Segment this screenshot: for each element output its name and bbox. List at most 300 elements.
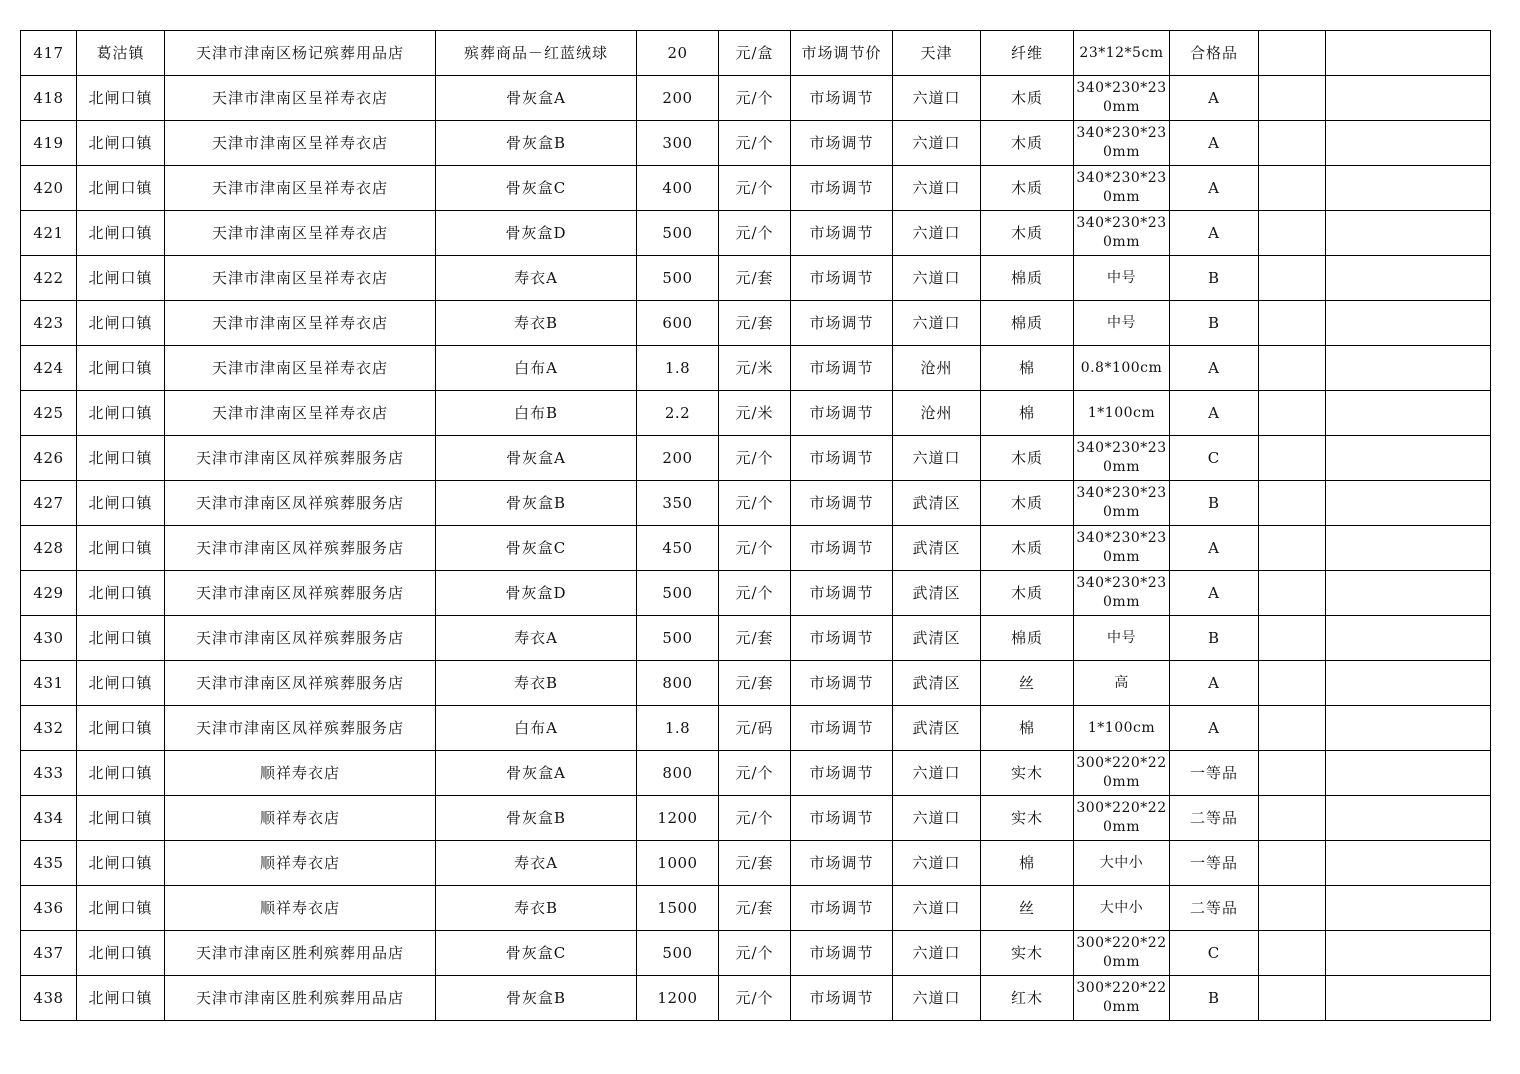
grade-cell: A	[1170, 661, 1259, 706]
extra-cell-1	[1259, 886, 1326, 931]
grade-cell: A	[1170, 346, 1259, 391]
extra-cell-1	[1259, 526, 1326, 571]
town-cell: 北闸口镇	[77, 346, 165, 391]
unit-cell: 元/个	[719, 796, 791, 841]
material-cell: 木质	[981, 526, 1074, 571]
price-cell: 800	[637, 751, 719, 796]
town-cell: 北闸口镇	[77, 616, 165, 661]
spec-cell: 中号	[1074, 256, 1170, 301]
material-cell: 木质	[981, 121, 1074, 166]
extra-cell-1	[1259, 436, 1326, 481]
table-row	[21, 706, 1491, 751]
product-name-cell: 骨灰盒B	[436, 976, 637, 1021]
pricing-type-cell: 市场调节	[791, 256, 893, 301]
extra-cell-2	[1326, 616, 1491, 661]
spec-cell: 1*100cm	[1074, 391, 1170, 436]
extra-cell-2	[1326, 301, 1491, 346]
town-cell: 北闸口镇	[77, 301, 165, 346]
spec-cell: 300*220*220mm	[1074, 796, 1170, 841]
spec-cell: 340*230*230mm	[1074, 166, 1170, 211]
pricing-type-cell: 市场调节	[791, 661, 893, 706]
material-cell: 棉质	[981, 301, 1074, 346]
store-name-cell: 天津市津南区凤祥殡葬服务店	[165, 616, 436, 661]
spec-cell: 340*230*230mm	[1074, 211, 1170, 256]
store-name-cell: 顺祥寿衣店	[165, 841, 436, 886]
table-row	[21, 76, 1491, 121]
town-cell: 北闸口镇	[77, 571, 165, 616]
extra-cell-2	[1326, 346, 1491, 391]
extra-cell-1	[1259, 31, 1326, 76]
store-name-cell: 天津市津南区呈祥寿衣店	[165, 166, 436, 211]
product-name-cell: 白布A	[436, 346, 637, 391]
spec-cell: 中号	[1074, 616, 1170, 661]
serial-number-cell: 433	[21, 751, 77, 796]
pricing-type-cell: 市场调节	[791, 346, 893, 391]
grade-cell: 合格品	[1170, 31, 1259, 76]
serial-number-cell: 427	[21, 481, 77, 526]
material-cell: 丝	[981, 886, 1074, 931]
origin-cell: 六道口	[893, 211, 981, 256]
table-row	[21, 886, 1491, 931]
store-name-cell: 天津市津南区呈祥寿衣店	[165, 301, 436, 346]
price-cell: 600	[637, 301, 719, 346]
product-name-cell: 寿衣A	[436, 841, 637, 886]
grade-cell: A	[1170, 526, 1259, 571]
price-cell: 200	[637, 436, 719, 481]
serial-number-cell: 437	[21, 931, 77, 976]
table-row	[21, 526, 1491, 571]
grade-cell: A	[1170, 166, 1259, 211]
spec-cell: 300*220*220mm	[1074, 751, 1170, 796]
extra-cell-2	[1326, 211, 1491, 256]
material-cell: 木质	[981, 211, 1074, 256]
price-cell: 500	[637, 571, 719, 616]
extra-cell-2	[1326, 256, 1491, 301]
extra-cell-2	[1326, 886, 1491, 931]
store-name-cell: 天津市津南区呈祥寿衣店	[165, 121, 436, 166]
origin-cell: 武清区	[893, 661, 981, 706]
origin-cell: 天津	[893, 31, 981, 76]
pricing-type-cell: 市场调节	[791, 796, 893, 841]
origin-cell: 六道口	[893, 796, 981, 841]
unit-cell: 元/套	[719, 886, 791, 931]
store-name-cell: 天津市津南区胜利殡葬用品店	[165, 931, 436, 976]
price-cell: 1500	[637, 886, 719, 931]
extra-cell-2	[1326, 976, 1491, 1021]
spec-cell: 340*230*230mm	[1074, 121, 1170, 166]
pricing-type-cell: 市场调节	[791, 436, 893, 481]
origin-cell: 武清区	[893, 526, 981, 571]
product-name-cell: 骨灰盒C	[436, 166, 637, 211]
grade-cell: 一等品	[1170, 751, 1259, 796]
price-cell: 500	[637, 931, 719, 976]
unit-cell: 元/个	[719, 436, 791, 481]
table-row	[21, 166, 1491, 211]
store-name-cell: 天津市津南区呈祥寿衣店	[165, 391, 436, 436]
extra-cell-1	[1259, 571, 1326, 616]
price-cell: 1200	[637, 796, 719, 841]
origin-cell: 六道口	[893, 841, 981, 886]
table-row	[21, 976, 1491, 1021]
serial-number-cell: 425	[21, 391, 77, 436]
extra-cell-1	[1259, 706, 1326, 751]
pricing-type-cell: 市场调节	[791, 391, 893, 436]
pricing-type-cell: 市场调节	[791, 211, 893, 256]
price-cell: 1.8	[637, 706, 719, 751]
table-row	[21, 346, 1491, 391]
price-cell: 300	[637, 121, 719, 166]
extra-cell-1	[1259, 76, 1326, 121]
material-cell: 木质	[981, 481, 1074, 526]
pricing-type-cell: 市场调节	[791, 931, 893, 976]
unit-cell: 元/码	[719, 706, 791, 751]
serial-number-cell: 422	[21, 256, 77, 301]
origin-cell: 武清区	[893, 481, 981, 526]
pricing-type-cell: 市场调节	[791, 76, 893, 121]
price-cell: 500	[637, 256, 719, 301]
town-cell: 北闸口镇	[77, 976, 165, 1021]
extra-cell-1	[1259, 661, 1326, 706]
product-name-cell: 骨灰盒C	[436, 931, 637, 976]
extra-cell-2	[1326, 31, 1491, 76]
extra-cell-1	[1259, 391, 1326, 436]
table-row	[21, 661, 1491, 706]
product-name-cell: 骨灰盒B	[436, 796, 637, 841]
origin-cell: 六道口	[893, 931, 981, 976]
extra-cell-2	[1326, 706, 1491, 751]
origin-cell: 六道口	[893, 76, 981, 121]
price-cell: 200	[637, 76, 719, 121]
unit-cell: 元/个	[719, 481, 791, 526]
town-cell: 北闸口镇	[77, 391, 165, 436]
product-name-cell: 骨灰盒A	[436, 436, 637, 481]
origin-cell: 六道口	[893, 436, 981, 481]
price-cell: 1.8	[637, 346, 719, 391]
grade-cell: B	[1170, 481, 1259, 526]
pricing-type-cell: 市场调节	[791, 301, 893, 346]
extra-cell-2	[1326, 841, 1491, 886]
pricing-type-cell: 市场调节	[791, 616, 893, 661]
origin-cell: 六道口	[893, 256, 981, 301]
pricing-type-cell: 市场调节	[791, 571, 893, 616]
store-name-cell: 天津市津南区凤祥殡葬服务店	[165, 436, 436, 481]
grade-cell: A	[1170, 76, 1259, 121]
grade-cell: 二等品	[1170, 886, 1259, 931]
material-cell: 丝	[981, 661, 1074, 706]
product-name-cell: 白布B	[436, 391, 637, 436]
serial-number-cell: 419	[21, 121, 77, 166]
unit-cell: 元/套	[719, 301, 791, 346]
spec-cell: 340*230*230mm	[1074, 436, 1170, 481]
town-cell: 北闸口镇	[77, 886, 165, 931]
pricing-type-cell: 市场调节	[791, 751, 893, 796]
material-cell: 棉	[981, 346, 1074, 391]
grade-cell: C	[1170, 436, 1259, 481]
product-name-cell: 骨灰盒B	[436, 121, 637, 166]
product-name-cell: 骨灰盒B	[436, 481, 637, 526]
serial-number-cell: 420	[21, 166, 77, 211]
origin-cell: 六道口	[893, 976, 981, 1021]
serial-number-cell: 434	[21, 796, 77, 841]
material-cell: 棉	[981, 391, 1074, 436]
serial-number-cell: 430	[21, 616, 77, 661]
price-cell: 1200	[637, 976, 719, 1021]
pricing-type-cell: 市场调节	[791, 706, 893, 751]
store-name-cell: 天津市津南区凤祥殡葬服务店	[165, 526, 436, 571]
unit-cell: 元/米	[719, 346, 791, 391]
extra-cell-1	[1259, 976, 1326, 1021]
pricing-type-cell: 市场调节	[791, 481, 893, 526]
origin-cell: 六道口	[893, 886, 981, 931]
product-name-cell: 寿衣A	[436, 616, 637, 661]
serial-number-cell: 435	[21, 841, 77, 886]
town-cell: 北闸口镇	[77, 121, 165, 166]
extra-cell-2	[1326, 76, 1491, 121]
extra-cell-1	[1259, 841, 1326, 886]
extra-cell-1	[1259, 346, 1326, 391]
pricing-type-cell: 市场调节	[791, 886, 893, 931]
unit-cell: 元/套	[719, 661, 791, 706]
material-cell: 实木	[981, 751, 1074, 796]
table-row	[21, 796, 1491, 841]
origin-cell: 六道口	[893, 301, 981, 346]
extra-cell-1	[1259, 256, 1326, 301]
price-cell: 1000	[637, 841, 719, 886]
grade-cell: A	[1170, 121, 1259, 166]
extra-cell-2	[1326, 571, 1491, 616]
origin-cell: 六道口	[893, 121, 981, 166]
unit-cell: 元/套	[719, 841, 791, 886]
table-row	[21, 931, 1491, 976]
store-name-cell: 天津市津南区呈祥寿衣店	[165, 256, 436, 301]
town-cell: 北闸口镇	[77, 931, 165, 976]
grade-cell: B	[1170, 256, 1259, 301]
table-row	[21, 616, 1491, 661]
product-name-cell: 骨灰盒C	[436, 526, 637, 571]
town-cell: 北闸口镇	[77, 211, 165, 256]
grade-cell: A	[1170, 391, 1259, 436]
serial-number-cell: 418	[21, 76, 77, 121]
price-table	[20, 30, 1491, 1021]
material-cell: 棉	[981, 841, 1074, 886]
spec-cell: 大中小	[1074, 841, 1170, 886]
grade-cell: A	[1170, 211, 1259, 256]
material-cell: 纤维	[981, 31, 1074, 76]
unit-cell: 元/个	[719, 751, 791, 796]
store-name-cell: 顺祥寿衣店	[165, 751, 436, 796]
town-cell: 北闸口镇	[77, 841, 165, 886]
origin-cell: 武清区	[893, 571, 981, 616]
price-cell: 800	[637, 661, 719, 706]
table-row	[21, 391, 1491, 436]
material-cell: 木质	[981, 166, 1074, 211]
origin-cell: 六道口	[893, 751, 981, 796]
serial-number-cell: 421	[21, 211, 77, 256]
material-cell: 木质	[981, 76, 1074, 121]
store-name-cell: 顺祥寿衣店	[165, 886, 436, 931]
table-row	[21, 436, 1491, 481]
spec-cell: 23*12*5cm	[1074, 31, 1170, 76]
unit-cell: 元/套	[719, 256, 791, 301]
spec-cell: 大中小	[1074, 886, 1170, 931]
serial-number-cell: 438	[21, 976, 77, 1021]
material-cell: 红木	[981, 976, 1074, 1021]
unit-cell: 元/个	[719, 76, 791, 121]
product-name-cell: 骨灰盒A	[436, 751, 637, 796]
origin-cell: 六道口	[893, 166, 981, 211]
grade-cell: C	[1170, 931, 1259, 976]
serial-number-cell: 428	[21, 526, 77, 571]
extra-cell-1	[1259, 481, 1326, 526]
material-cell: 实木	[981, 931, 1074, 976]
unit-cell: 元/个	[719, 976, 791, 1021]
product-name-cell: 殡葬商品－红蓝绒球	[436, 31, 637, 76]
table-row	[21, 31, 1491, 76]
extra-cell-2	[1326, 481, 1491, 526]
extra-cell-1	[1259, 301, 1326, 346]
table-row	[21, 571, 1491, 616]
extra-cell-2	[1326, 436, 1491, 481]
serial-number-cell: 436	[21, 886, 77, 931]
price-cell: 20	[637, 31, 719, 76]
spec-cell: 340*230*230mm	[1074, 571, 1170, 616]
grade-cell: 二等品	[1170, 796, 1259, 841]
unit-cell: 元/个	[719, 121, 791, 166]
spec-cell: 340*230*230mm	[1074, 76, 1170, 121]
unit-cell: 元/套	[719, 616, 791, 661]
extra-cell-1	[1259, 211, 1326, 256]
extra-cell-2	[1326, 166, 1491, 211]
store-name-cell: 天津市津南区杨记殡葬用品店	[165, 31, 436, 76]
pricing-type-cell: 市场调节	[791, 526, 893, 571]
store-name-cell: 天津市津南区呈祥寿衣店	[165, 346, 436, 391]
extra-cell-2	[1326, 391, 1491, 436]
product-name-cell: 寿衣B	[436, 886, 637, 931]
origin-cell: 武清区	[893, 706, 981, 751]
extra-cell-2	[1326, 121, 1491, 166]
town-cell: 北闸口镇	[77, 166, 165, 211]
unit-cell: 元/个	[719, 931, 791, 976]
pricing-type-cell: 市场调节	[791, 976, 893, 1021]
price-cell: 500	[637, 616, 719, 661]
extra-cell-2	[1326, 931, 1491, 976]
spec-cell: 中号	[1074, 301, 1170, 346]
product-name-cell: 白布A	[436, 706, 637, 751]
store-name-cell: 天津市津南区凤祥殡葬服务店	[165, 481, 436, 526]
material-cell: 实木	[981, 796, 1074, 841]
extra-cell-1	[1259, 796, 1326, 841]
pricing-type-cell: 市场调节	[791, 121, 893, 166]
product-name-cell: 骨灰盒D	[436, 571, 637, 616]
material-cell: 棉质	[981, 616, 1074, 661]
unit-cell: 元/个	[719, 211, 791, 256]
material-cell: 木质	[981, 571, 1074, 616]
pricing-type-cell: 市场调节	[791, 841, 893, 886]
spec-cell: 300*220*220mm	[1074, 976, 1170, 1021]
extra-cell-2	[1326, 751, 1491, 796]
table-row	[21, 121, 1491, 166]
spec-cell: 340*230*230mm	[1074, 481, 1170, 526]
table-row	[21, 481, 1491, 526]
extra-cell-1	[1259, 121, 1326, 166]
table-body	[21, 31, 1491, 1021]
extra-cell-1	[1259, 166, 1326, 211]
price-cell: 350	[637, 481, 719, 526]
unit-cell: 元/个	[719, 526, 791, 571]
grade-cell: 一等品	[1170, 841, 1259, 886]
grade-cell: B	[1170, 616, 1259, 661]
store-name-cell: 天津市津南区凤祥殡葬服务店	[165, 661, 436, 706]
price-cell: 400	[637, 166, 719, 211]
serial-number-cell: 423	[21, 301, 77, 346]
serial-number-cell: 431	[21, 661, 77, 706]
store-name-cell: 天津市津南区凤祥殡葬服务店	[165, 706, 436, 751]
extra-cell-1	[1259, 931, 1326, 976]
unit-cell: 元/盒	[719, 31, 791, 76]
town-cell: 北闸口镇	[77, 526, 165, 571]
material-cell: 木质	[981, 436, 1074, 481]
product-name-cell: 骨灰盒A	[436, 76, 637, 121]
grade-cell: A	[1170, 571, 1259, 616]
material-cell: 棉	[981, 706, 1074, 751]
material-cell: 棉质	[981, 256, 1074, 301]
grade-cell: B	[1170, 976, 1259, 1021]
store-name-cell: 天津市津南区胜利殡葬用品店	[165, 976, 436, 1021]
table-row	[21, 256, 1491, 301]
town-cell: 北闸口镇	[77, 751, 165, 796]
serial-number-cell: 424	[21, 346, 77, 391]
serial-number-cell: 417	[21, 31, 77, 76]
extra-cell-1	[1259, 616, 1326, 661]
serial-number-cell: 429	[21, 571, 77, 616]
town-cell: 北闸口镇	[77, 76, 165, 121]
unit-cell: 元/个	[719, 166, 791, 211]
grade-cell: B	[1170, 301, 1259, 346]
table-row	[21, 211, 1491, 256]
extra-cell-2	[1326, 796, 1491, 841]
serial-number-cell: 432	[21, 706, 77, 751]
town-cell: 葛沽镇	[77, 31, 165, 76]
product-name-cell: 寿衣A	[436, 256, 637, 301]
product-name-cell: 寿衣B	[436, 301, 637, 346]
extra-cell-2	[1326, 661, 1491, 706]
origin-cell: 沧州	[893, 346, 981, 391]
store-name-cell: 天津市津南区凤祥殡葬服务店	[165, 571, 436, 616]
price-cell: 2.2	[637, 391, 719, 436]
origin-cell: 沧州	[893, 391, 981, 436]
extra-cell-2	[1326, 526, 1491, 571]
town-cell: 北闸口镇	[77, 481, 165, 526]
product-name-cell: 寿衣B	[436, 661, 637, 706]
town-cell: 北闸口镇	[77, 706, 165, 751]
price-cell: 500	[637, 211, 719, 256]
town-cell: 北闸口镇	[77, 796, 165, 841]
store-name-cell: 天津市津南区呈祥寿衣店	[165, 211, 436, 256]
origin-cell: 武清区	[893, 616, 981, 661]
grade-cell: A	[1170, 706, 1259, 751]
store-name-cell: 顺祥寿衣店	[165, 796, 436, 841]
spec-cell: 300*220*220mm	[1074, 931, 1170, 976]
unit-cell: 元/个	[719, 571, 791, 616]
store-name-cell: 天津市津南区呈祥寿衣店	[165, 76, 436, 121]
extra-cell-1	[1259, 751, 1326, 796]
spec-cell: 340*230*230mm	[1074, 526, 1170, 571]
price-cell: 450	[637, 526, 719, 571]
spec-cell: 0.8*100cm	[1074, 346, 1170, 391]
table-row	[21, 841, 1491, 886]
town-cell: 北闸口镇	[77, 661, 165, 706]
table-row	[21, 751, 1491, 796]
